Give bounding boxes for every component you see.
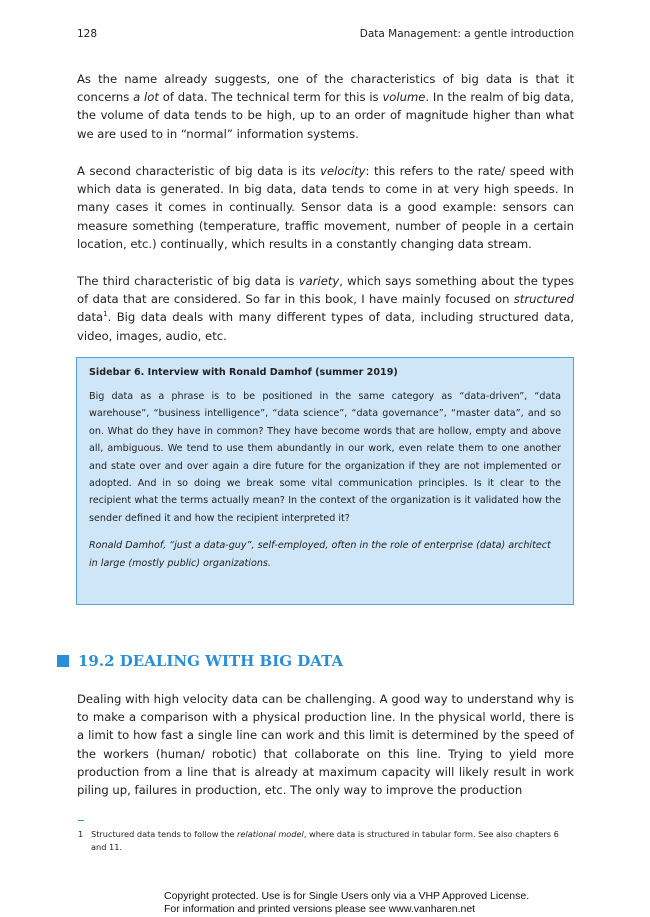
paragraph-volume bbox=[77, 70, 574, 143]
emphasis: volume bbox=[382, 90, 426, 105]
text-span: As the name already suggests, one of the characteristics of big data is that it concerns bbox=[77, 72, 574, 105]
text-span: data bbox=[77, 310, 104, 325]
footnote bbox=[78, 828, 574, 853]
copyright-notice bbox=[164, 890, 529, 915]
emphasis: a lot bbox=[133, 90, 159, 105]
paragraph-dealing-with-big-data: Dealing with high velocity data can be challenging. A good way to understand why is to make a comparison with a physical production line. In the physical world, there is a limit to how fast a single line can work and this limit is determined by the speed of the workers (human/ robotic) that collaborate on this line. Trying to yield more production from a line that is already at maximum capacity will likely result in work piling up, failures in production, etc. The only way to improve the production bbox=[77, 692, 574, 798]
footnote-divider bbox=[78, 820, 84, 821]
emphasis: relational model bbox=[237, 829, 304, 839]
text-span: . Big data deals with many different types of data, including structured data, video, images, audio, etc. bbox=[77, 310, 574, 343]
text-span: . In the realm of big data, the volume of data tends to be high, up to an order of magnitude higher than what we are used to in “normal” information systems. bbox=[77, 90, 574, 141]
text-span: , which says something about the types of data that are considered. So far in this book, I have mainly focused on bbox=[77, 274, 575, 307]
emphasis: variety bbox=[298, 274, 340, 288]
footnote-reference[interactable]: 1 bbox=[103, 310, 108, 319]
text-span: A second characteristic of big data is its bbox=[77, 164, 321, 178]
copyright-line: For information and printed versions please see www.vanharen.net bbox=[164, 902, 476, 915]
copyright-line: Copyright protected. Use is for Single Users only via a VHP Approved License. bbox=[164, 890, 530, 902]
text-span: , where data is structured in tabular form. See also chapters 6 and 11. bbox=[91, 829, 559, 852]
section-title: 19.2 DEALING WITH BIG DATA bbox=[78, 652, 344, 670]
text-span: The third characteristic of big data is bbox=[77, 274, 299, 288]
running-head: Data Management: a gentle introduction bbox=[359, 28, 574, 40]
paragraph-variety bbox=[77, 272, 574, 345]
footnote-number: 1 bbox=[78, 829, 84, 839]
sidebar-title: Sidebar 6. Interview with Ronald Damhof (summer 2019) bbox=[89, 367, 398, 378]
paragraph-velocity bbox=[77, 162, 574, 253]
page-number: 128 bbox=[77, 28, 98, 40]
emphasis: velocity bbox=[320, 164, 366, 178]
text-span: : this refers to the rate/ speed with which data is generated. In big data, data tends to come in at very high speeds. In many cases it comes in continually. Sensor data is a good example: sensors can measure something (temperature, traffic movement, number of people in a certain location, etc.) continually, which results in a constantly changing data stream. bbox=[77, 164, 574, 251]
section-heading bbox=[57, 652, 577, 672]
footnote-text bbox=[91, 828, 574, 853]
text-span: of data. The technical term for this is bbox=[158, 90, 383, 105]
sidebar-body: Big data as a phrase is to be positioned in the same category as “data-driven”, “data warehouse”, “business intelligence”, “data science”, “data governance”, “master data”, and so on. What do they have in common? They have become words that are hollow, empty and above all, ambiguous. We tend to use them abundantly in our work, even relate them to one another and state over and over again a dire future for the organization if they are not implemented or adopted. And in so doing we break some vital communication principles. Is it clear to the recipient what the terms actually mean? In the context of the organization is it validated how the sender defined it and how the recipient interpreted it? bbox=[89, 391, 561, 524]
emphasis: structured bbox=[513, 292, 574, 307]
text-span: Structured data tends to follow the bbox=[91, 829, 238, 839]
sidebar-box bbox=[76, 357, 574, 605]
sidebar-attribution: Ronald Damhof, “just a data-guy”, self-employed, often in the role of enterprise (data) architect in large (mostly public) organizations. bbox=[89, 540, 551, 569]
square-bullet-icon bbox=[57, 655, 69, 667]
